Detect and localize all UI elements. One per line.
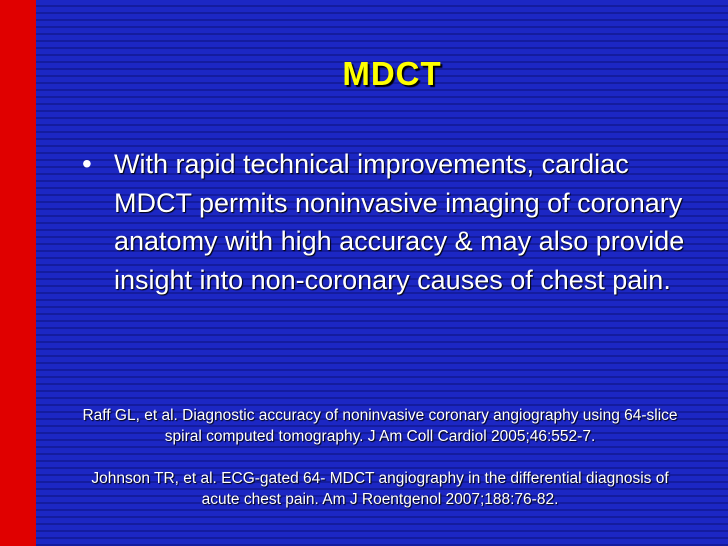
slide-title: MDCT <box>342 55 442 92</box>
references <box>80 405 680 531</box>
bullet-marker: • <box>82 148 92 179</box>
bullet-text: With rapid technical improvements, cardiac MDCT permits noninvasive imaging of coronary anatomy with high accuracy & may also provide insight into non-coronary causes of chest pain. <box>114 149 685 295</box>
reference-johnson: Johnson TR, et al. ECG-gated 64- MDCT angiography in the differential diagnosis of acute chest pain. Am J Roentgenol 2007;188:76-82. <box>91 470 669 508</box>
reference-raff: Raff GL, et al. Diagnostic accuracy of noninvasive coronary angiography using 64-slice spiral computed tomography. J Am Coll Cardiol 2005;46:552-7. <box>82 407 678 445</box>
accent-bar <box>0 0 36 546</box>
bullet-item <box>82 145 692 299</box>
